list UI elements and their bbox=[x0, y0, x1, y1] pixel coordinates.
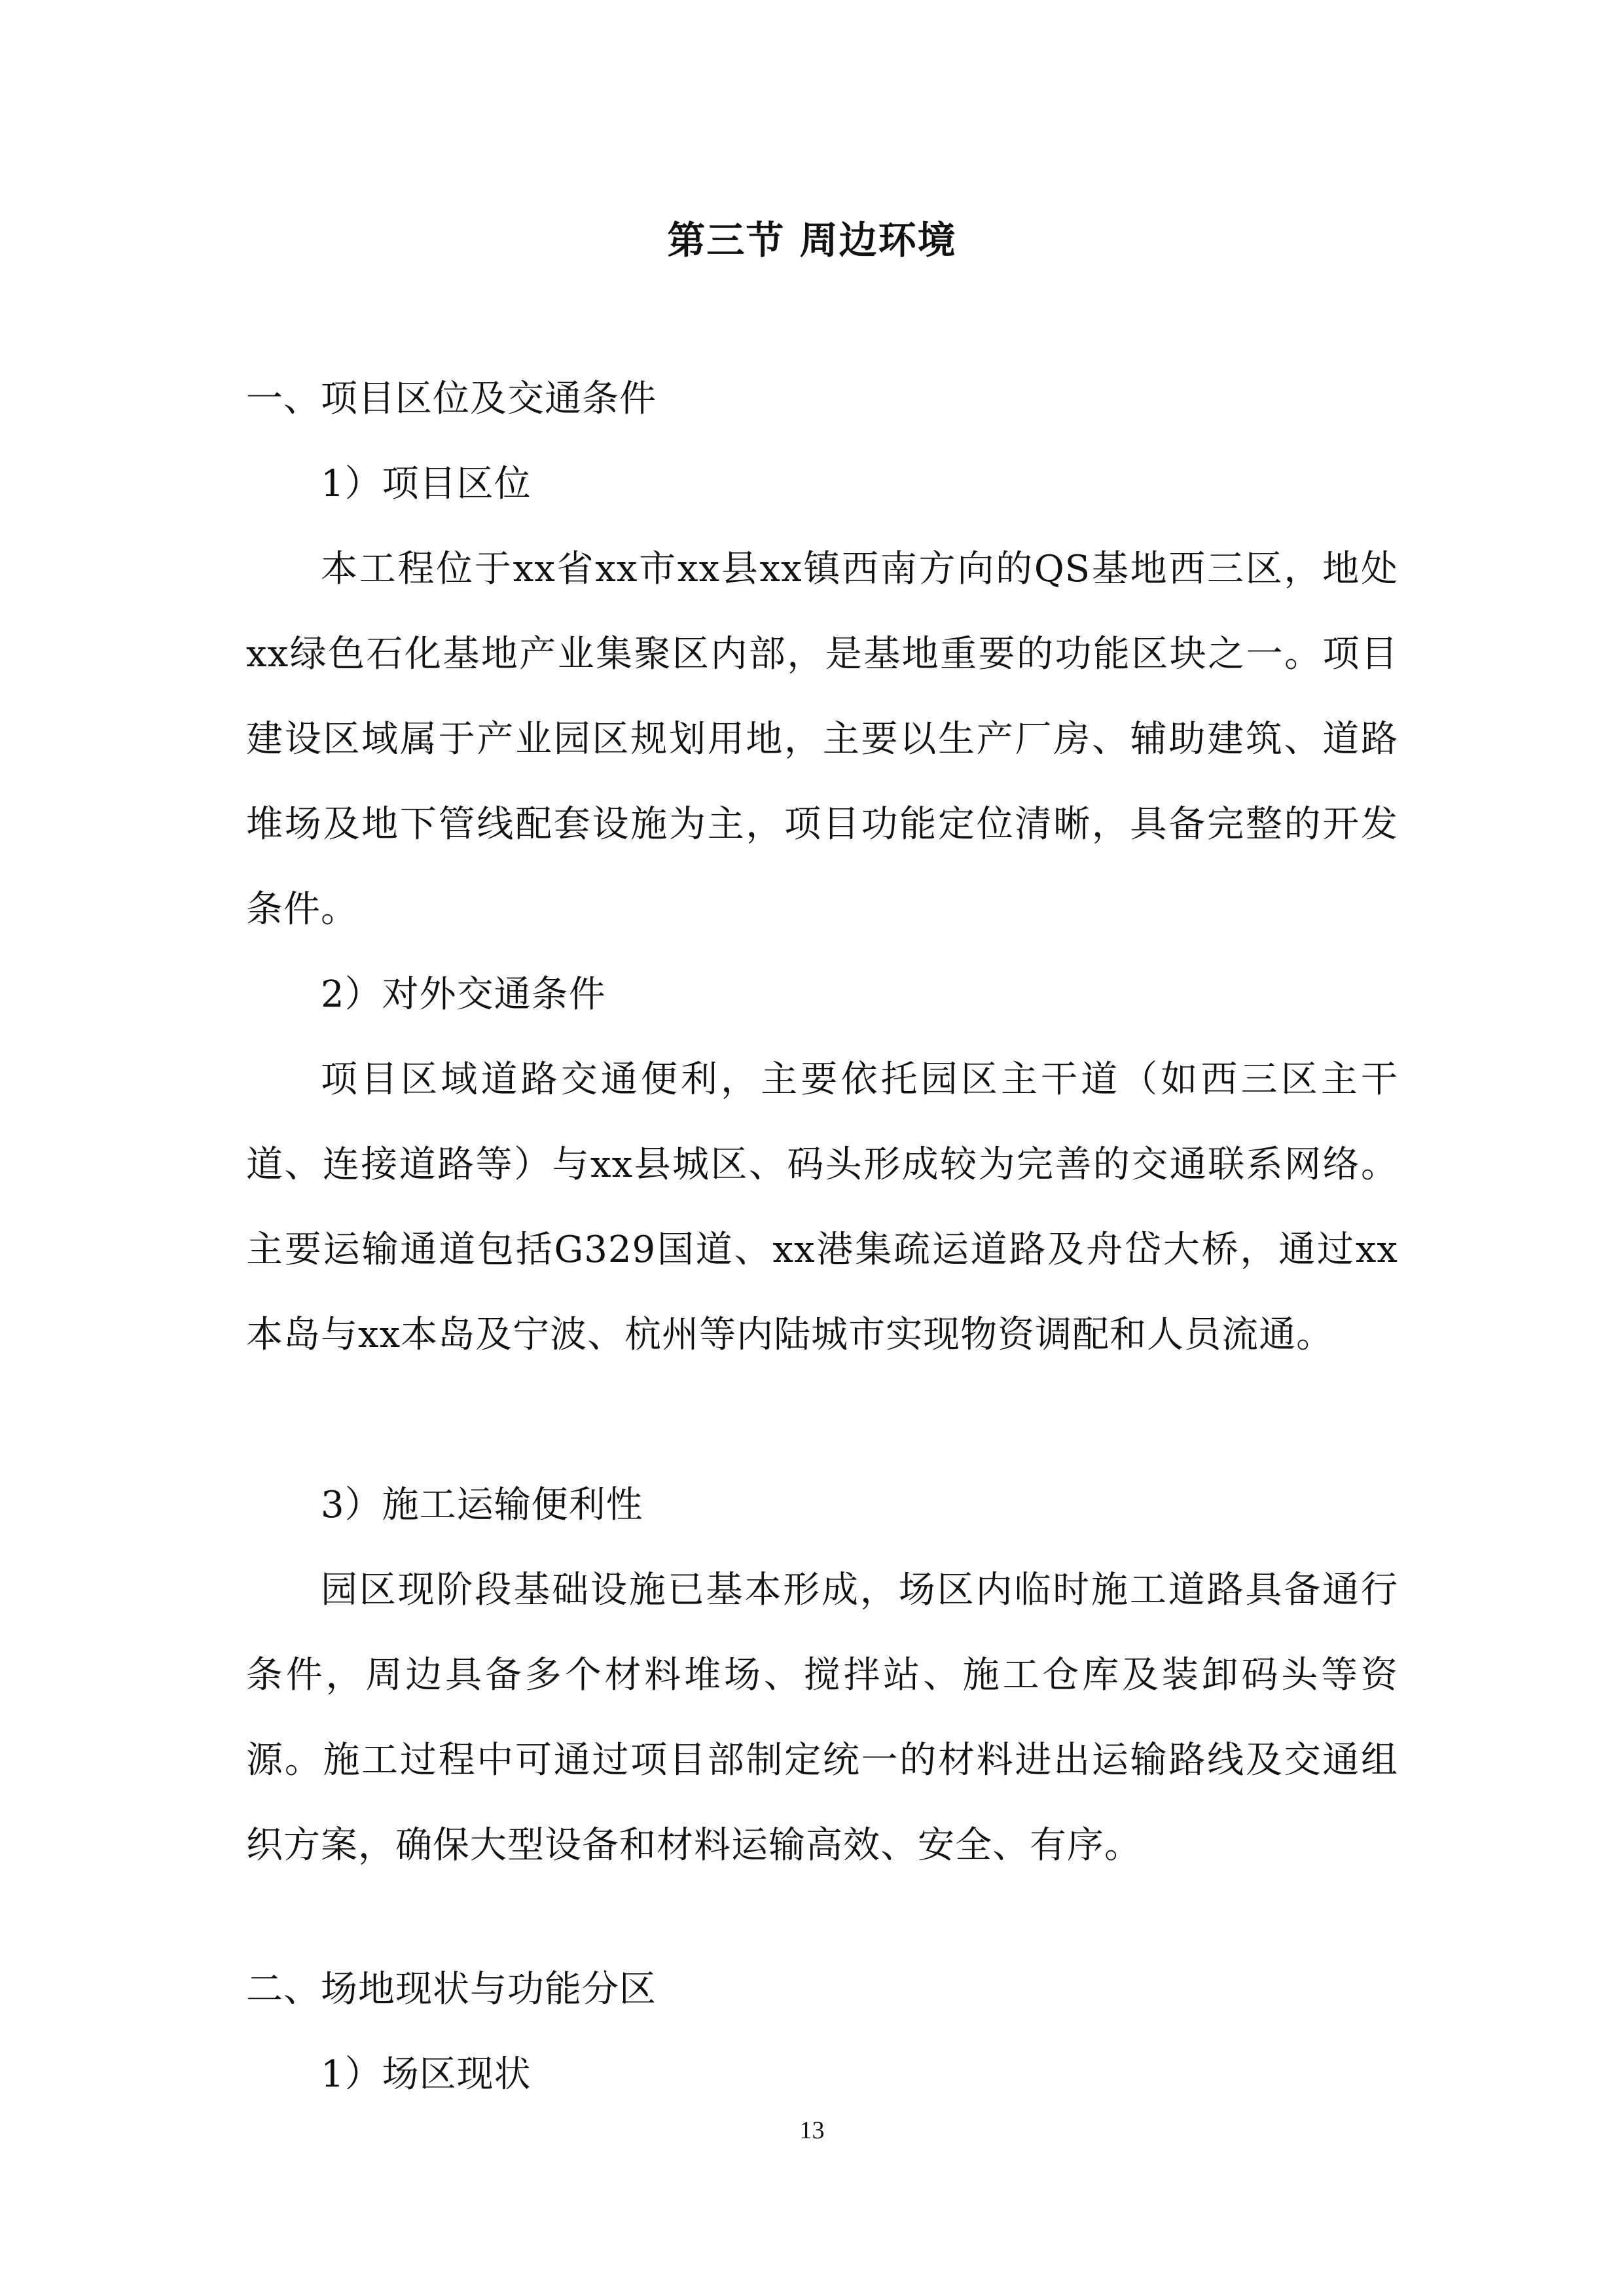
section-heading-2: 二、场地现状与功能分区 bbox=[246, 1968, 657, 2011]
paragraph-construction-transport bbox=[246, 1548, 1398, 1888]
paragraph-text: 本工程位于xx省xx市xx县xx镇西南方向的QS基地西三区，地处xx绿色石化基地产业集聚区内部，是基地重要的功能区块之一。项目建设区域属于产业园区规划用地，主要以生产厂房、辅助建筑、道路堆场及地下管线配套设施为主，项目功能定位清晰，具备完整的开发条件。 bbox=[246, 548, 1398, 931]
section-heading-1: 一、项目区位及交通条件 bbox=[246, 378, 657, 420]
sub-heading-external-traffic: 2）对外交通条件 bbox=[321, 973, 606, 1016]
sub-heading-project-location: 1）项目区位 bbox=[321, 463, 532, 505]
page-number: 13 bbox=[799, 2117, 825, 2144]
sub-heading-site-status: 1）场区现状 bbox=[321, 2053, 532, 2096]
sub-heading-construction-transport: 3）施工运输便利性 bbox=[321, 1484, 643, 1526]
paragraph-external-traffic bbox=[246, 1037, 1398, 1378]
paragraph-text: 项目区域道路交通便利，主要依托园区主干道（如西三区主干道、连接道路等）与xx县城区、码头形成较为完善的交通联系网络。主要运输通道包括G329国道、xx港集疏运道路及舟岱大桥，通过xx本岛与xx本岛及宁波、杭州等内陆城市实现物资调配和人员流通。 bbox=[246, 1058, 1398, 1356]
paragraph-project-location bbox=[246, 527, 1398, 952]
paragraph-text: 园区现阶段基础设施已基本形成，场区内临时施工道路具备通行条件，周边具备多个材料堆场、搅拌站、施工仓库及装卸码头等资源。施工过程中可通过项目部制定统一的材料进出运输路线及交通组织方案，确保大型设备和材料运输高效、安全、有序。 bbox=[246, 1569, 1398, 1867]
section-title: 第三节 周边环境 bbox=[667, 218, 957, 262]
